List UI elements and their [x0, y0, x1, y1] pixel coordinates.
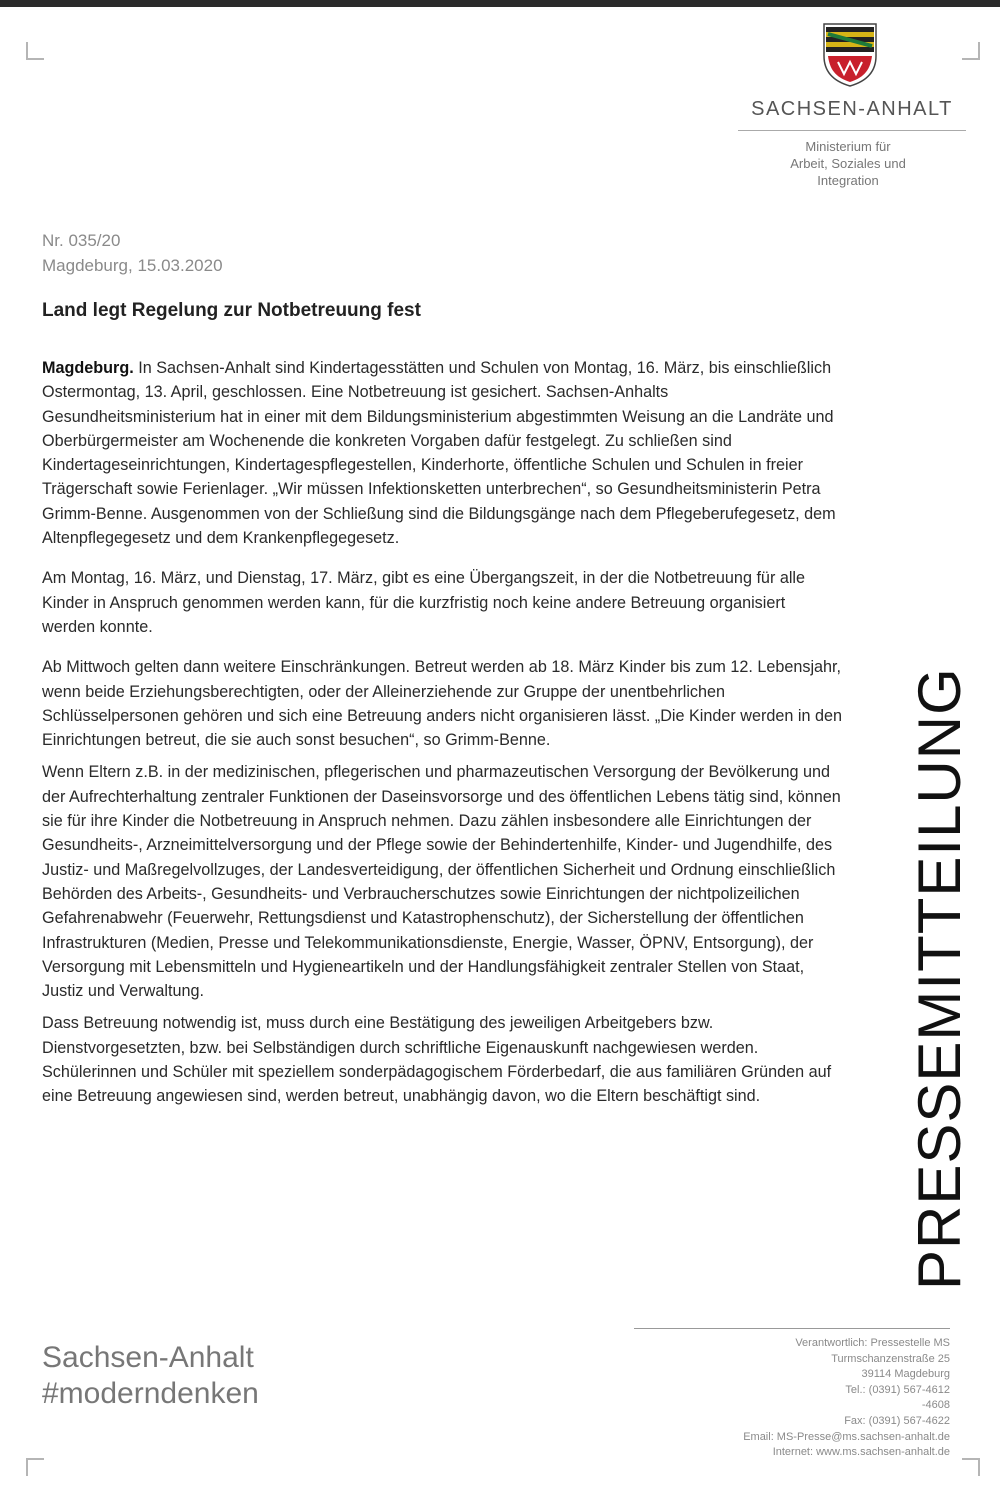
contact-street: Turmschanzenstraße 25 [831, 1352, 950, 1365]
contact-responsible: Verantwortlich: Pressestelle MS [795, 1337, 950, 1349]
body-paragraph: Ab Mittwoch gelten dann weitere Einschränkungen. Betreut werden ab 18. März Kinder bis zum 12. Lebensjahr, wenn beide Erziehungsberechtigten, oder der Alleinerziehende zur Gruppe der unentbehrlichen Schlüsselpersonen gehören und sich eine Betreuung anders nicht organisieren lässt. „Die Kinder werden in den Einrichtungen betreut, die sie auch sonst besuchen“, so Grimm-Benne. [42, 658, 842, 750]
ministry-line: Ministerium für [805, 139, 891, 154]
contact-block [640, 1336, 950, 1461]
top-edge-bar [0, 0, 1000, 7]
press-release-body [42, 356, 842, 1125]
crop-mark-top-left [26, 42, 44, 60]
contact-email[interactable]: Email: MS-Presse@ms.sachsen-anhalt.de [743, 1430, 950, 1443]
crop-mark-bottom-right [962, 1458, 980, 1476]
body-paragraph: Dass Betreuung notwendig ist, muss durch eine Bestätigung des jeweiligen Arbeitgebers bzw. Dienstvorgesetzten, bzw. bei Selbständigen durch schriftliche Eigenauskunft nachgewiesen werden. Schülerinnen und Schüler mit speziellem sonderpädagogischem Förderbedarf, die aus familiären Gründen auf eine Betreuung angewiesen sind, werden betreut, unabhängig davon, wo die Eltern beschäftigt sind. [42, 1014, 832, 1106]
paragraph-text: In Sachsen-Anhalt sind Kindertagesstätten und Schulen von Montag, 16. März, bis einschließlich Ostermontag, 13. April, geschlossen. Eine Notbetreuung ist gesichert. Sachsen-Anhalts Gesundheitsministerium hat in einer mit dem Bildungsministerium abgestimmten Weisung an die Landräte und Oberbürgermeister am Wochenende die konkreten Vorgaben dafür festgelegt. Zu schließen sind Kindertageseinrichtungen, Kindertagespflegestellen, Kinderhorte, öffentliche Schulen und Schulen in freier Trägerschaft sowie Ferienlager. „Wir müssen Infektionsketten unterbrechen“, so Gesundheitsministerin Petra Grimm-Benne. Ausgenommen von der Schließung sind die Bildungsgänge nach dem Pflegeberufegesetz, dem Altenpflegegesetz und dem Krankenpflegegesetz. [42, 359, 836, 548]
ministry-line: Arbeit, Soziales und [790, 156, 906, 171]
crop-mark-top-right [962, 42, 980, 60]
ministry-line: Integration [817, 173, 879, 188]
footer-slogan [42, 1340, 259, 1412]
footer-divider [634, 1328, 950, 1329]
document-number: Nr. 035/20 [42, 231, 121, 250]
state-name: SACHSEN-ANHALT [751, 98, 953, 120]
slogan-hashtag: #moderndenken [42, 1377, 259, 1410]
contact-website[interactable]: Internet: www.ms.sachsen-anhalt.de [772, 1446, 950, 1459]
crop-mark-bottom-left [26, 1458, 44, 1476]
place-date: Magdeburg, 15.03.2020 [42, 256, 223, 275]
body-paragraph [42, 356, 842, 550]
coat-of-arms-icon [820, 22, 880, 88]
document-meta [42, 228, 223, 278]
contact-fax: Fax: (0391) 567-4622 [844, 1414, 950, 1427]
contact-tel: Tel.: (0391) 567-4612 [845, 1383, 950, 1396]
body-paragraph: Am Montag, 16. März, und Dienstag, 17. März, gibt es eine Übergangszeit, in der die Notbetreuung für alle Kinder in Anspruch genommen werden kann, für die kurzfristig noch keine andere Betreuung organisiert werden konnte. [42, 569, 806, 636]
contact-city: 39114 Magdeburg [861, 1368, 950, 1381]
slogan-line: Sachsen-Anhalt [42, 1341, 254, 1374]
body-paragraph: Wenn Eltern z.B. in der medizinischen, pflegerischen und pharmazeutischen Versorgung der Bevölkerung und der Aufrechterhaltung zentraler Funktionen der Daseinsvorsorge und des öffentlichen Lebens tätig sind, können sie für ihre Kinder die Notbetreuung in Anspruch nehmen. Dazu zählen insbesondere alle Einrichtungen der Gesundheits-, Arzneimittelversorgung und der Pflege sowie der Behindertenhilfe, Kinder- und Jugendhilfe, des Justiz- und Maßregelvollzuges, der Landesverteidigung, der öffentlichen Sicherheit und Ordnung einschließlich Behörden des Arbeits-, Gesundheits- und Verbraucherschutzes sowie Einrichtungen der nichtpolizeilichen Gefahrenabwehr (Feuerwehr, Rettungsdienst und Katastrophenschutz), der Sicherstellung der öffentlichen Infrastrukturen (Medien, Presse und Telekommunikationsdienste, Energie, Wasser, ÖPNV, Entsorgung), der Versorgung mit Lebensmitteln und Hygieneartikeln und der Handlungsfähigkeit zentraler Stellen von Staat, Justiz und Verwaltung. [42, 763, 841, 1001]
contact-tel-ext: -4608 [921, 1399, 950, 1412]
headline: Land legt Regelung zur Notbetreuung fest [42, 300, 421, 321]
logo-divider [738, 130, 966, 131]
lead-place: Magdeburg. [42, 359, 134, 377]
vertical-title: PRESSEMITTEILUNG [906, 667, 973, 1290]
ministry-name [758, 138, 938, 189]
